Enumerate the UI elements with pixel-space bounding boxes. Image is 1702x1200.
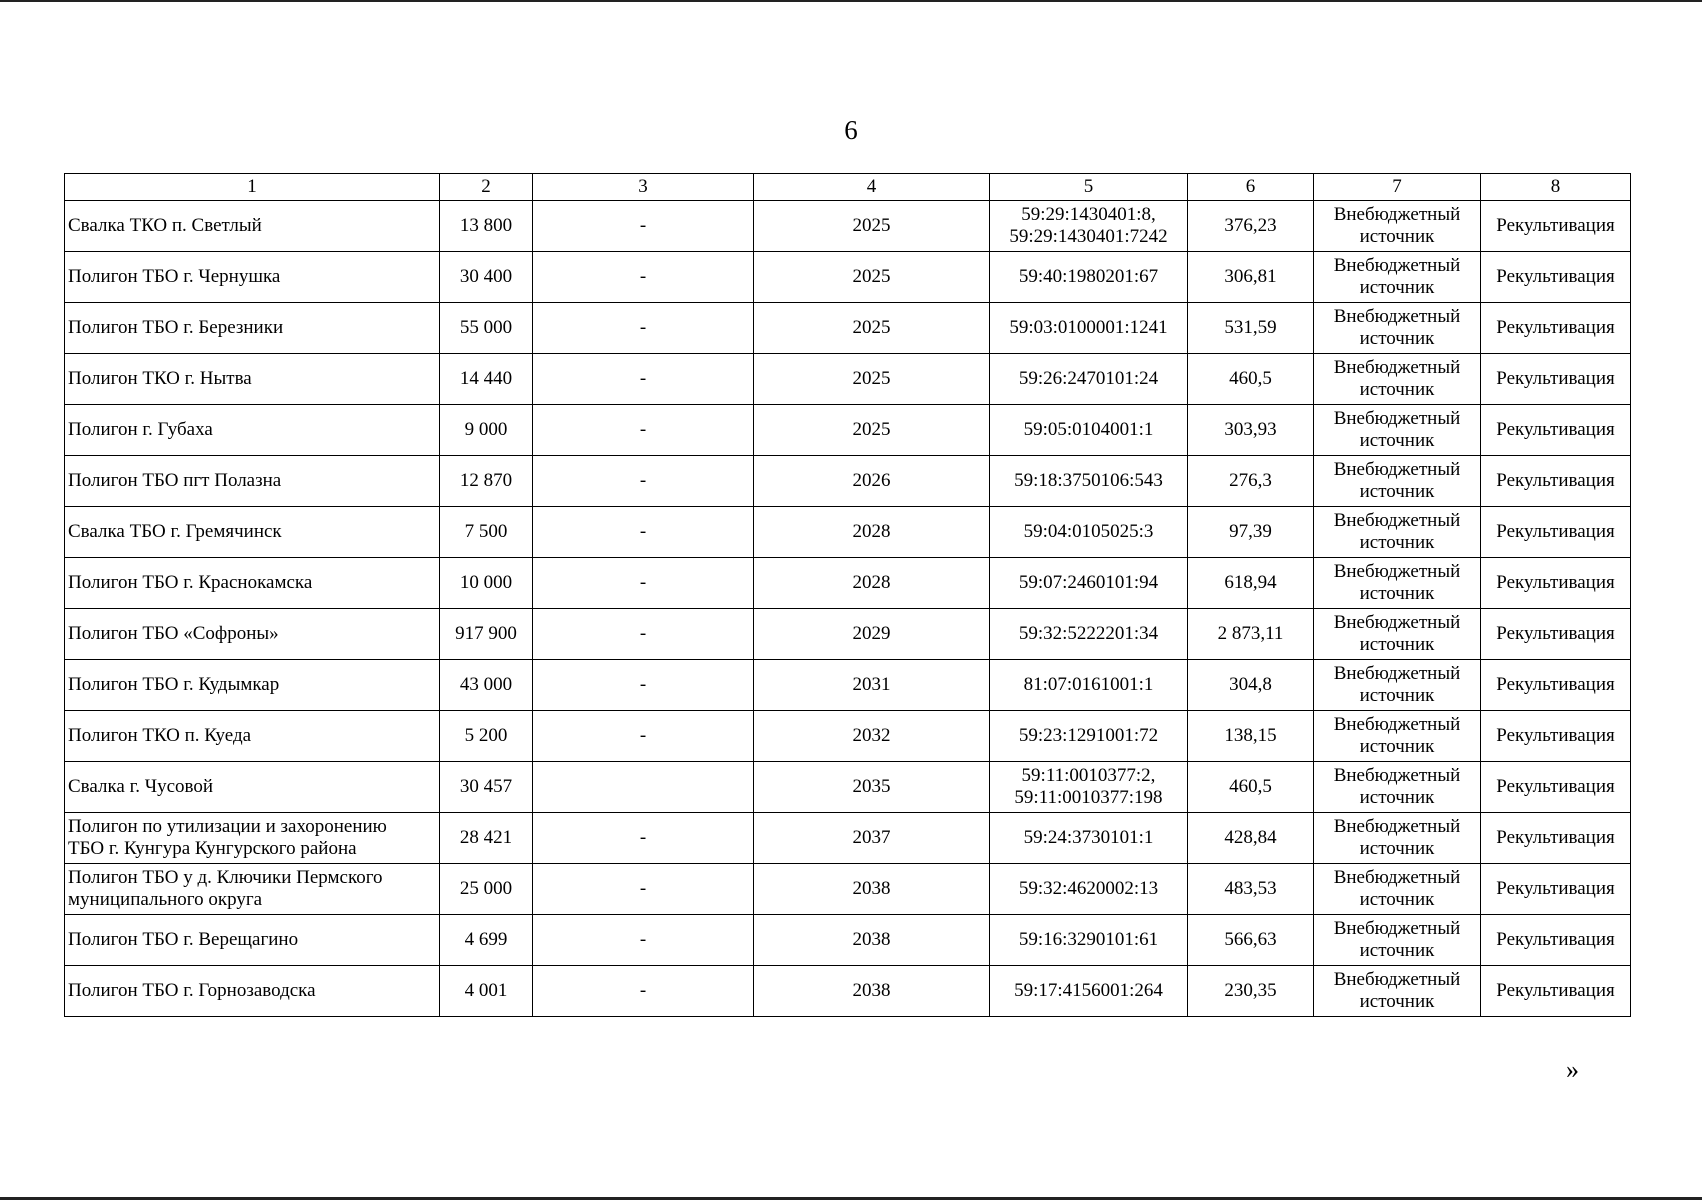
table-cell-funding: Внебюджетный источник [1314, 558, 1481, 609]
table-cell-measure: Рекультивация [1481, 507, 1631, 558]
table-cell-funding: Внебюджетный источник [1314, 456, 1481, 507]
table-cell-name: Полигон ТБО г. Краснокамска [65, 558, 440, 609]
table-cell-capacity: 14 440 [440, 354, 533, 405]
table-cell-cadastral: 59:07:2460101:94 [990, 558, 1188, 609]
table-cell-cadastral: 59:24:3730101:1 [990, 813, 1188, 864]
table-cell-funding: Внебюджетный источник [1314, 201, 1481, 252]
table-row [65, 507, 1631, 558]
table-cell-measure: Рекультивация [1481, 813, 1631, 864]
table-cell-cadastral: 59:17:4156001:264 [990, 966, 1188, 1017]
table-cell-empty: - [533, 354, 754, 405]
table-cell-year: 2025 [754, 303, 990, 354]
table-cell-funding: Внебюджетный источник [1314, 660, 1481, 711]
page-number: 6 [844, 115, 858, 145]
table-cell-area: 304,8 [1188, 660, 1314, 711]
table-cell-capacity: 917 900 [440, 609, 533, 660]
table-cell-name: Полигон ТБО г. Верещагино [65, 915, 440, 966]
table-cell-cadastral: 59:32:5222201:34 [990, 609, 1188, 660]
table-cell-empty: - [533, 711, 754, 762]
table-row [65, 813, 1631, 864]
column-number-2: 2 [440, 174, 533, 201]
table-row [65, 201, 1631, 252]
table-cell-capacity: 28 421 [440, 813, 533, 864]
table-cell-measure: Рекультивация [1481, 456, 1631, 507]
table-cell-measure: Рекультивация [1481, 864, 1631, 915]
table-cell-name: Полигон ТБО г. Чернушка [65, 252, 440, 303]
table-cell-funding: Внебюджетный источник [1314, 711, 1481, 762]
table-cell-measure: Рекультивация [1481, 252, 1631, 303]
table-cell-empty: - [533, 609, 754, 660]
column-number-8: 8 [1481, 174, 1631, 201]
table-cell-capacity: 55 000 [440, 303, 533, 354]
table-cell-funding: Внебюджетный источник [1314, 252, 1481, 303]
table-cell-cadastral: 59:05:0104001:1 [990, 405, 1188, 456]
table-cell-capacity: 4 001 [440, 966, 533, 1017]
table-row [65, 252, 1631, 303]
table-cell-year: 2038 [754, 966, 990, 1017]
table-cell-measure: Рекультивация [1481, 762, 1631, 813]
table-row [65, 303, 1631, 354]
table-cell-year: 2028 [754, 558, 990, 609]
table-cell-cadastral: 59:32:4620002:13 [990, 864, 1188, 915]
table-cell-measure: Рекультивация [1481, 405, 1631, 456]
table-cell-measure: Рекультивация [1481, 201, 1631, 252]
table-cell-name: Полигон ТКО п. Куеда [65, 711, 440, 762]
table-cell-capacity: 7 500 [440, 507, 533, 558]
table-row [65, 405, 1631, 456]
table-cell-year: 2026 [754, 456, 990, 507]
table-cell-funding: Внебюджетный источник [1314, 762, 1481, 813]
table-cell-year: 2025 [754, 405, 990, 456]
table-cell-cadastral: 59:29:1430401:8, 59:29:1430401:7242 [990, 201, 1188, 252]
table-cell-year: 2025 [754, 354, 990, 405]
table-cell-name: Полигон ТБО пгт Полазна [65, 456, 440, 507]
table-cell-year: 2025 [754, 252, 990, 303]
column-number-7: 7 [1314, 174, 1481, 201]
table-cell-year: 2031 [754, 660, 990, 711]
table-cell-year: 2028 [754, 507, 990, 558]
table-cell-empty: - [533, 966, 754, 1017]
column-number-1: 1 [65, 174, 440, 201]
table-cell-capacity: 25 000 [440, 864, 533, 915]
table-row [65, 354, 1631, 405]
table-row [65, 609, 1631, 660]
table-row [65, 966, 1631, 1017]
table-cell-empty: - [533, 201, 754, 252]
table-row [65, 558, 1631, 609]
table-cell-capacity: 43 000 [440, 660, 533, 711]
table-cell-empty: - [533, 252, 754, 303]
table-cell-measure: Рекультивация [1481, 660, 1631, 711]
table-cell-measure: Рекультивация [1481, 558, 1631, 609]
table-cell-empty: - [533, 507, 754, 558]
column-number-3: 3 [533, 174, 754, 201]
table-cell-empty: - [533, 303, 754, 354]
table-cell-year: 2029 [754, 609, 990, 660]
table-row [65, 711, 1631, 762]
table-cell-name: Полигон ТКО г. Нытва [65, 354, 440, 405]
column-number-row [65, 174, 1631, 201]
table-cell-empty: - [533, 864, 754, 915]
table-cell-capacity: 5 200 [440, 711, 533, 762]
table-row [65, 762, 1631, 813]
table-cell-name: Свалка ТБО г. Гремячинск [65, 507, 440, 558]
table-cell-capacity: 10 000 [440, 558, 533, 609]
column-number-5: 5 [990, 174, 1188, 201]
table-cell-empty: - [533, 915, 754, 966]
table-cell-capacity: 30 400 [440, 252, 533, 303]
table-cell-year: 2025 [754, 201, 990, 252]
table-cell-cadastral: 59:11:0010377:2, 59:11:0010377:198 [990, 762, 1188, 813]
table-cell-area: 303,93 [1188, 405, 1314, 456]
table-cell-empty: - [533, 558, 754, 609]
table-cell-empty: - [533, 456, 754, 507]
table-cell-cadastral: 59:18:3750106:543 [990, 456, 1188, 507]
table-cell-area: 230,35 [1188, 966, 1314, 1017]
table-row [65, 915, 1631, 966]
table-body [65, 201, 1631, 1017]
table-cell-year: 2038 [754, 915, 990, 966]
table-cell-funding: Внебюджетный источник [1314, 354, 1481, 405]
table-cell-funding: Внебюджетный источник [1314, 966, 1481, 1017]
table-cell-name: Полигон ТБО г. Березники [65, 303, 440, 354]
column-number-6: 6 [1188, 174, 1314, 201]
table-cell-empty: - [533, 660, 754, 711]
table-cell-area: 306,81 [1188, 252, 1314, 303]
table-cell-capacity: 4 699 [440, 915, 533, 966]
table-cell-name: Свалка ТКО п. Светлый [65, 201, 440, 252]
table-cell-name: Полигон ТБО у д. Ключики Пермского муниципального округа [65, 864, 440, 915]
table-cell-cadastral: 59:26:2470101:24 [990, 354, 1188, 405]
table-cell-measure: Рекультивация [1481, 609, 1631, 660]
landfill-table [64, 173, 1631, 1017]
table-cell-cadastral: 59:16:3290101:61 [990, 915, 1188, 966]
table-cell-empty: - [533, 405, 754, 456]
table-cell-area: 428,84 [1188, 813, 1314, 864]
table-cell-funding: Внебюджетный источник [1314, 813, 1481, 864]
page-border-top [0, 0, 1702, 2]
table-cell-capacity: 9 000 [440, 405, 533, 456]
table-cell-year: 2035 [754, 762, 990, 813]
table-cell-measure: Рекультивация [1481, 354, 1631, 405]
table-cell-area: 483,53 [1188, 864, 1314, 915]
table-cell-area: 460,5 [1188, 762, 1314, 813]
table-cell-cadastral: 59:23:1291001:72 [990, 711, 1188, 762]
table-cell-funding: Внебюджетный источник [1314, 303, 1481, 354]
table-cell-name: Полигон ТБО «Софроны» [65, 609, 440, 660]
table-cell-funding: Внебюджетный источник [1314, 864, 1481, 915]
table-cell-funding: Внебюджетный источник [1314, 507, 1481, 558]
table-cell-year: 2032 [754, 711, 990, 762]
table-cell-empty [533, 762, 754, 813]
table-cell-name: Полигон ТБО г. Кудымкар [65, 660, 440, 711]
table-cell-area: 276,3 [1188, 456, 1314, 507]
table-cell-name: Свалка г. Чусовой [65, 762, 440, 813]
table-cell-area: 2 873,11 [1188, 609, 1314, 660]
table-cell-area: 97,39 [1188, 507, 1314, 558]
table-cell-area: 566,63 [1188, 915, 1314, 966]
table-cell-capacity: 12 870 [440, 456, 533, 507]
table-cell-area: 531,59 [1188, 303, 1314, 354]
table-cell-name: Полигон по утилизации и захоронению ТБО г. Кунгура Кунгурского района [65, 813, 440, 864]
table-cell-funding: Внебюджетный источник [1314, 915, 1481, 966]
table-cell-capacity: 30 457 [440, 762, 533, 813]
table-cell-empty: - [533, 813, 754, 864]
table-cell-measure: Рекультивация [1481, 915, 1631, 966]
table-cell-area: 376,23 [1188, 201, 1314, 252]
table-row [65, 456, 1631, 507]
table-cell-capacity: 13 800 [440, 201, 533, 252]
table-cell-measure: Рекультивация [1481, 966, 1631, 1017]
table-cell-area: 618,94 [1188, 558, 1314, 609]
table-cell-year: 2037 [754, 813, 990, 864]
table-cell-name: Полигон г. Губаха [65, 405, 440, 456]
table-cell-cadastral: 81:07:0161001:1 [990, 660, 1188, 711]
column-number-4: 4 [754, 174, 990, 201]
table-row [65, 660, 1631, 711]
table-cell-year: 2038 [754, 864, 990, 915]
table-cell-cadastral: 59:40:1980201:67 [990, 252, 1188, 303]
closing-quote-mark: » [1566, 1055, 1579, 1084]
table-cell-measure: Рекультивация [1481, 303, 1631, 354]
table-cell-name: Полигон ТБО г. Горнозаводска [65, 966, 440, 1017]
table-cell-cadastral: 59:03:0100001:1241 [990, 303, 1188, 354]
table-cell-funding: Внебюджетный источник [1314, 609, 1481, 660]
table-cell-cadastral: 59:04:0105025:3 [990, 507, 1188, 558]
table-cell-area: 460,5 [1188, 354, 1314, 405]
table-cell-funding: Внебюджетный источник [1314, 405, 1481, 456]
table-cell-measure: Рекультивация [1481, 711, 1631, 762]
table-cell-area: 138,15 [1188, 711, 1314, 762]
table-row [65, 864, 1631, 915]
